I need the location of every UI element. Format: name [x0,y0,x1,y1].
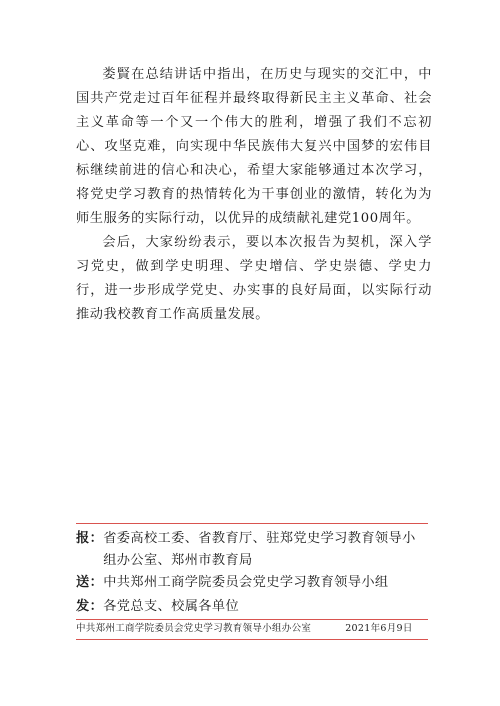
body-paragraph-2: 会后，大家纷纷表示，要以本次报告为契机，深入学习党史，做到学史明理、学史增信、学史崇德、学史力行，进一步形成学党史、办实事的良好局面，以实际行动推动我校教育工作高质量发展。 [76,235,432,322]
send-to-value: 中共郑州工商学院委员会党史学习教育领导小组 [103,575,389,590]
distribution-block [76,523,428,640]
footer-date: 2021年6月9日 [345,623,413,634]
send-to-row [76,572,428,594]
bottom-red-rule [76,639,428,640]
body-paragraph-1: 娄賢在总结讲话中指出，在历史与现实的交汇中，中国共产党走过百年征程并最终取得新民主主义革命、社会主义革命等一个又一个伟大的胜利，增强了我们不忘初心、攻坚克难，向实现中华民族伟大复兴中国梦的宏伟目标继续前进的信心和决心，希望大家能够通过本次学习，将党史学习教育的热情转化为干事创业的激情，转化为为师生服务的实际行动，以优异的成绩献礼建党100周年。 [76,67,432,226]
report-to-label: 报： [76,531,104,546]
send-to-label: 送： [76,575,104,590]
issue-to-row [76,596,428,618]
footer-office: 中共郑州工商学院委员会党史学习教育领导小组办公室 [76,623,312,634]
report-to-row [76,528,428,572]
document-body [76,63,432,327]
issue-to-label: 发： [76,599,104,614]
top-red-rule [76,523,428,524]
document-footer [76,620,428,639]
report-to-value: 省委高校工委、省教育厅、驻郑党史学习教育领导小组办公室、郑州市教育局 [103,531,416,568]
issue-to-value: 各党总支、校属各单位 [103,599,240,614]
